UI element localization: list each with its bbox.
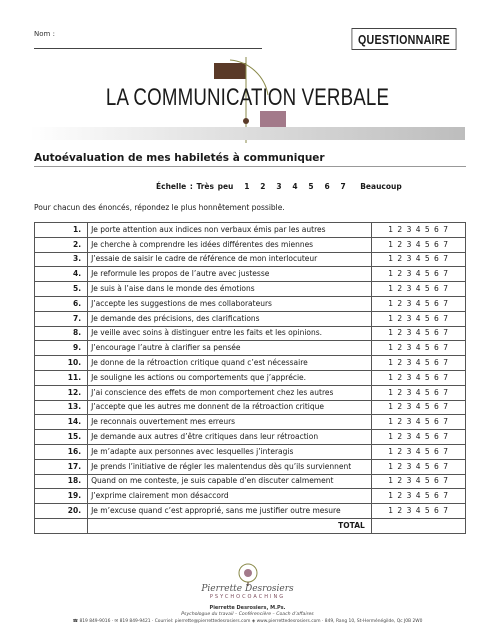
item-statement: Je reconnais ouvertement mes erreurs <box>88 415 372 430</box>
table-row <box>35 341 466 356</box>
gradient-bar <box>30 127 465 140</box>
item-statement: Je donne de la rétroaction critique quand c’est nécessaire <box>88 356 372 371</box>
item-number: 7. <box>35 311 88 326</box>
table-row <box>35 356 466 371</box>
item-number: 13. <box>35 400 88 415</box>
rating-options[interactable]: 1 2 3 4 5 6 7 <box>371 341 465 356</box>
table-row <box>35 223 466 238</box>
item-statement: Je m’excuse quand c’est approprié, sans me justifier outre mesure <box>88 504 372 519</box>
item-number: 17. <box>35 459 88 474</box>
table-row <box>35 252 466 267</box>
rating-options[interactable]: 1 2 3 4 5 6 7 <box>371 489 465 504</box>
table-row <box>35 415 466 430</box>
item-number: 14. <box>35 415 88 430</box>
page-title: LA COMMUNICATION VERBALE <box>105 84 390 111</box>
table-row <box>35 504 466 519</box>
item-number: 1. <box>35 223 88 238</box>
item-statement: Je veille avec soins à distinguer entre les faits et les opinions. <box>88 326 372 341</box>
table-row <box>35 326 466 341</box>
logo-icon <box>233 562 263 586</box>
deco-dot <box>243 118 249 124</box>
table-row <box>35 474 466 489</box>
item-statement: Je reformule les propos de l’autre avec justesse <box>88 267 372 282</box>
item-number: 11. <box>35 370 88 385</box>
item-number: 2. <box>35 237 88 252</box>
item-number: 4. <box>35 267 88 282</box>
rating-options[interactable]: 1 2 3 4 5 6 7 <box>371 296 465 311</box>
logo-tagline: PSYCHOCOACHING <box>209 594 286 600</box>
item-number: 19. <box>35 489 88 504</box>
item-statement: Je demande aux autres d’être critiques dans leur rétroaction <box>88 430 372 445</box>
footer-contact: ☎ 819 849-9016 · ✉ 819 849-9421 · Courriel: pierrette@pierrettedesrosiers.com ◈ www.pierrettedesrosiers.com · 849, Rang 10, St-Herménégilde, Qc J0B 2W0 <box>72 619 423 624</box>
item-statement: Je m’adapte aux personnes avec lesquelles j’interagis <box>88 444 372 459</box>
item-statement: Je souligne les actions ou comportements que j’apprécie. <box>88 370 372 385</box>
item-number: 20. <box>35 504 88 519</box>
table-row <box>35 400 466 415</box>
item-statement: J’essaie de saisir le cadre de référence de mon interlocuteur <box>88 252 372 267</box>
section-divider <box>34 166 466 167</box>
rating-options[interactable]: 1 2 3 4 5 6 7 <box>371 326 465 341</box>
item-statement: Quand on me conteste, je suis capable d’en discuter calmement <box>88 474 372 489</box>
table-row <box>35 430 466 445</box>
rating-options[interactable]: 1 2 3 4 5 6 7 <box>371 415 465 430</box>
table-row <box>35 444 466 459</box>
name-label: Nom : <box>34 30 55 38</box>
rating-options[interactable]: 1 2 3 4 5 6 7 <box>371 430 465 445</box>
rating-options[interactable]: 1 2 3 4 5 6 7 <box>371 237 465 252</box>
item-number: 16. <box>35 444 88 459</box>
deco-brown-block <box>214 63 246 79</box>
item-statement: J’encourage l’autre à clarifier sa pensée <box>88 341 372 356</box>
instructions-text: Pour chacun des énoncés, répondez le plus honnêtement possible. <box>34 203 285 212</box>
item-number: 8. <box>35 326 88 341</box>
rating-options[interactable]: 1 2 3 4 5 6 7 <box>371 223 465 238</box>
rating-options[interactable]: 1 2 3 4 5 6 7 <box>371 311 465 326</box>
item-number: 15. <box>35 430 88 445</box>
item-number: 10. <box>35 356 88 371</box>
table-row <box>35 385 466 400</box>
rating-options[interactable]: 1 2 3 4 5 6 7 <box>371 356 465 371</box>
table-row <box>35 296 466 311</box>
item-statement: J’ai conscience des effets de mon comportement chez les autres <box>88 385 372 400</box>
footer-name: Pierrette Desrosiers, M.Ps. <box>209 605 286 611</box>
rating-options[interactable]: 1 2 3 4 5 6 7 <box>371 370 465 385</box>
item-statement: Je porte attention aux indices non verbaux émis par les autres <box>88 223 372 238</box>
item-statement: J’accepte que les autres me donnent de la rétroaction critique <box>88 400 372 415</box>
item-statement: J’accepte les suggestions de mes collaborateurs <box>88 296 372 311</box>
rating-options[interactable]: 1 2 3 4 5 6 7 <box>371 459 465 474</box>
total-field[interactable] <box>371 518 465 533</box>
rating-options[interactable]: 1 2 3 4 5 6 7 <box>371 474 465 489</box>
rating-options[interactable]: 1 2 3 4 5 6 7 <box>371 282 465 297</box>
item-number: 12. <box>35 385 88 400</box>
item-number: 5. <box>35 282 88 297</box>
item-statement: Je suis à l’aise dans le monde des émotions <box>88 282 372 297</box>
table-row <box>35 311 466 326</box>
total-row <box>35 518 466 533</box>
item-statement: Je demande des précisions, des clarifications <box>88 311 372 326</box>
table-row <box>35 282 466 297</box>
table-row <box>35 237 466 252</box>
item-statement: Je prends l’initiative de régler les malentendus dès qu’ils surviennent <box>88 459 372 474</box>
item-number: 9. <box>35 341 88 356</box>
item-number: 6. <box>35 296 88 311</box>
table-row <box>35 267 466 282</box>
rating-scale-legend: Échelle : Très peu 1 2 3 4 5 6 7 Beaucoup <box>156 182 402 191</box>
section-title: Autoévaluation de mes habiletés à communiquer <box>34 152 325 164</box>
footer-role: Psychologue du travail – Conférencière – Coach d’affaires <box>181 612 314 617</box>
rating-options[interactable]: 1 2 3 4 5 6 7 <box>371 400 465 415</box>
total-label: TOTAL <box>88 518 372 533</box>
item-statement: J’exprime clairement mon désaccord <box>88 489 372 504</box>
name-field-line[interactable] <box>34 48 262 49</box>
item-number: 18. <box>35 474 88 489</box>
table-row <box>35 489 466 504</box>
questionnaire-badge: QUESTIONNAIRE <box>352 28 457 50</box>
item-statement: Je cherche à comprendre les idées différentes des miennes <box>88 237 372 252</box>
rating-options[interactable]: 1 2 3 4 5 6 7 <box>371 444 465 459</box>
item-number: 3. <box>35 252 88 267</box>
questionnaire-table <box>34 222 466 534</box>
table-row <box>35 459 466 474</box>
table-row <box>35 370 466 385</box>
rating-options[interactable]: 1 2 3 4 5 6 7 <box>371 504 465 519</box>
rating-options[interactable]: 1 2 3 4 5 6 7 <box>371 267 465 282</box>
logo-name: Pierrette Desrosiers <box>201 584 294 594</box>
rating-options[interactable]: 1 2 3 4 5 6 7 <box>371 252 465 267</box>
rating-options[interactable]: 1 2 3 4 5 6 7 <box>371 385 465 400</box>
